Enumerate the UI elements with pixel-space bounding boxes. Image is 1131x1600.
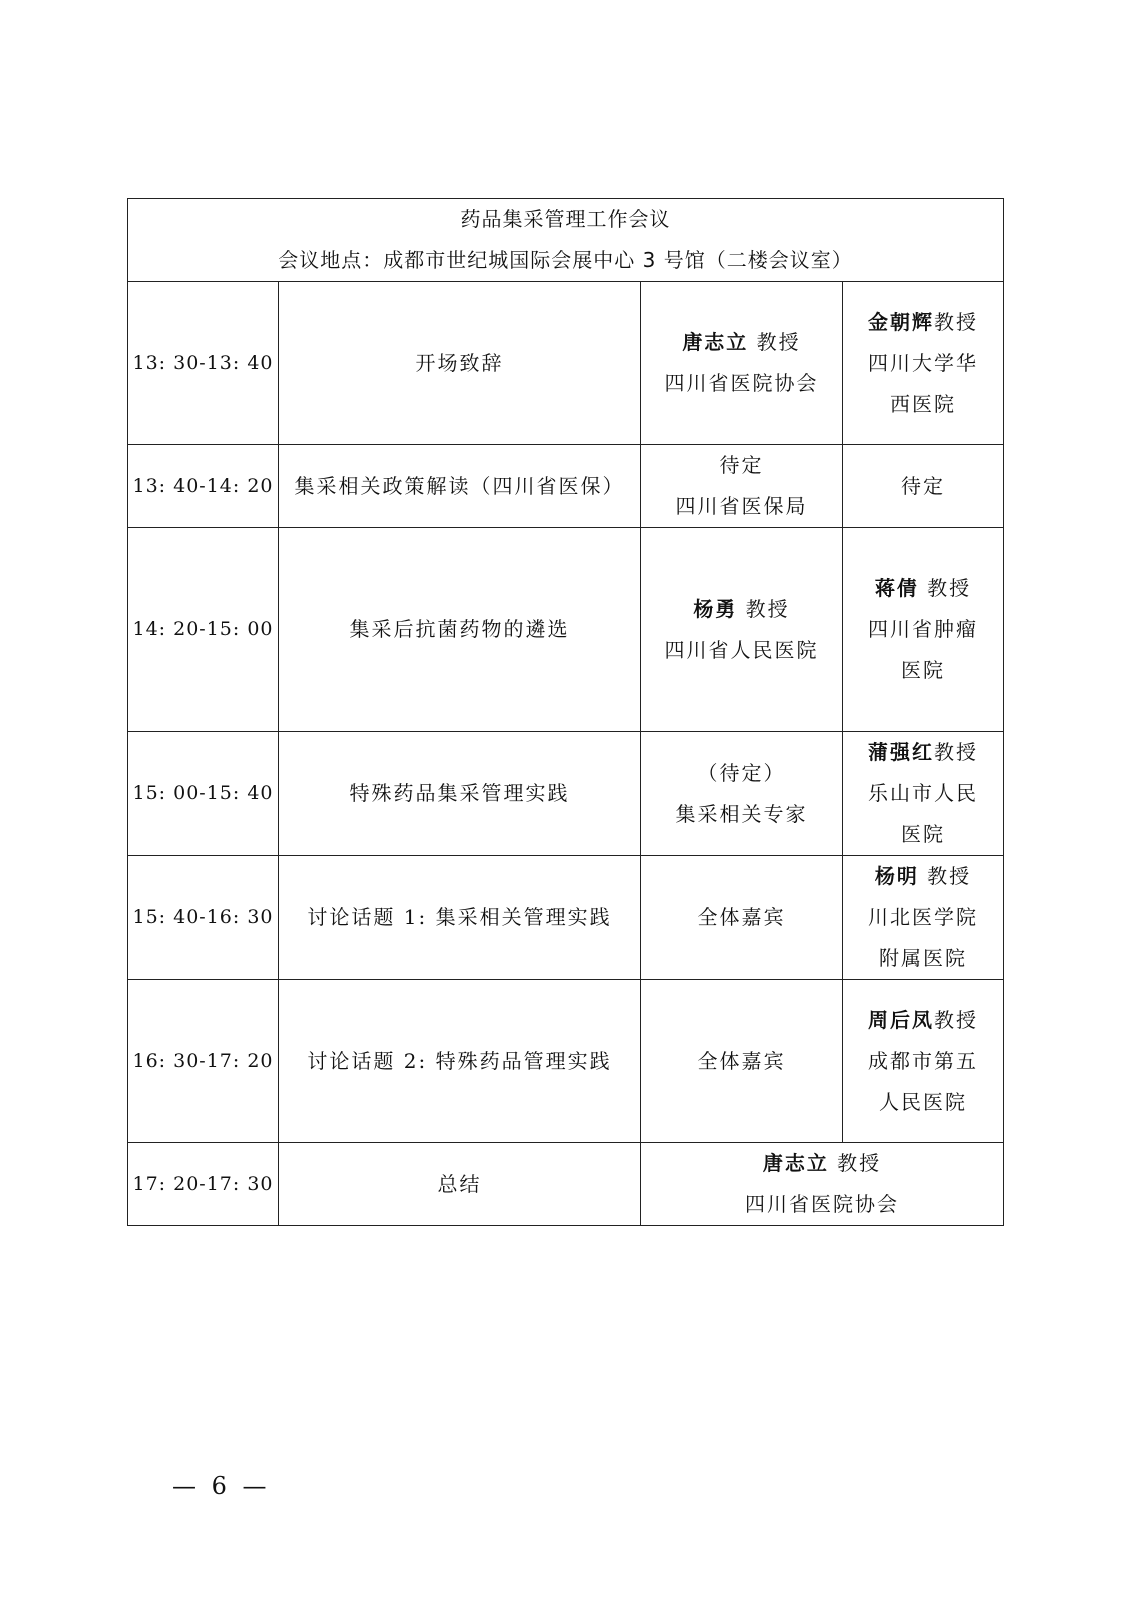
table-row: [128, 445, 1004, 528]
speaker-title: 教授: [737, 596, 790, 621]
session-time: 16: 30-17: 20: [128, 980, 279, 1143]
speaker-cell: 全体嘉宾: [641, 980, 843, 1143]
speaker-name: 唐志立: [682, 330, 749, 354]
speaker-org: 四川省医院协会: [664, 371, 819, 395]
table-row: [128, 980, 1004, 1143]
speaker-title: 教授: [828, 1151, 882, 1175]
host-name: 蒲强红: [868, 740, 934, 764]
host-cell: [843, 980, 1004, 1143]
table-row: [128, 528, 1004, 732]
host-name: 蒋倩: [874, 576, 919, 600]
session-topic: 总结: [279, 1143, 641, 1226]
host-name: 杨明: [874, 864, 919, 888]
session-topic: 集采相关政策解读（四川省医保）: [279, 445, 641, 528]
speaker-org: 四川省医院协会: [745, 1192, 899, 1216]
host-org-line: 成都市第五: [868, 1048, 978, 1073]
session-topic: 开场致辞: [279, 282, 641, 445]
schedule-table: [127, 198, 1004, 1226]
table-row: [128, 856, 1004, 980]
session-time: 13: 40-14: 20: [128, 445, 279, 528]
host-org-line: 乐山市人民: [868, 781, 978, 805]
speaker-cell: [641, 732, 843, 856]
speaker-cell: [641, 282, 843, 445]
table-header-row: [128, 199, 1004, 282]
session-time: 17: 20-17: 30: [128, 1143, 279, 1226]
session-time: 14: 20-15: 00: [128, 528, 279, 732]
speaker-title: 教授: [748, 330, 801, 354]
table-row: [128, 282, 1004, 445]
session-topic: 讨论话题 2: 特殊药品管理实践: [279, 980, 641, 1143]
meeting-title: 药品集采管理工作会议: [460, 207, 671, 231]
host-title: 教授: [918, 576, 972, 600]
table-row: [128, 1143, 1004, 1226]
host-name: 金朝辉: [868, 309, 934, 334]
host-org-line: 附属医院: [879, 946, 967, 970]
host-cell: [843, 282, 1004, 445]
host-org-line: 四川省肿瘤: [868, 617, 978, 641]
speaker-org: 四川省人民医院: [664, 637, 819, 662]
host-org-line: 人民医院: [879, 1089, 967, 1114]
speaker-cell: [641, 445, 843, 528]
speaker-org: 四川省医保局: [675, 494, 808, 518]
host-org-line: 川北医学院: [868, 905, 978, 929]
speaker-cell: [641, 1143, 1004, 1226]
host-org-line: 医院: [901, 658, 945, 682]
speaker-cell: [641, 528, 843, 732]
session-time: 15: 40-16: 30: [128, 856, 279, 980]
host-org-line: 医院: [901, 822, 945, 846]
speaker-tbd: 待定: [719, 453, 764, 477]
speaker-name: 杨勇: [693, 596, 738, 621]
speaker-tbd: （待定）: [697, 760, 786, 785]
session-topic: 特殊药品集采管理实践: [279, 732, 641, 856]
speaker-org: 集采相关专家: [675, 801, 808, 826]
host-cell: [843, 732, 1004, 856]
host-org-line: 四川大学华: [868, 350, 978, 375]
session-time: 13: 30-13: 40: [128, 282, 279, 445]
host-org-line: 西医院: [890, 391, 956, 416]
meeting-venue: 会议地点：成都市世纪城国际会展中心 3 号馆（二楼会议室）: [278, 248, 853, 272]
session-topic: 讨论话题 1: 集采相关管理实践: [279, 856, 641, 980]
table-row: [128, 732, 1004, 856]
session-time: 15: 00-15: 40: [128, 732, 279, 856]
host-title: 教授: [934, 740, 978, 764]
session-topic: 集采后抗菌药物的遴选: [279, 528, 641, 732]
table-header: [128, 199, 1004, 282]
host-cell: 待定: [843, 445, 1004, 528]
speaker-name: 唐志立: [762, 1151, 829, 1175]
host-title: 教授: [934, 309, 978, 334]
host-title: 教授: [918, 864, 972, 888]
host-title: 教授: [934, 1007, 978, 1032]
host-cell: [843, 856, 1004, 980]
page-number: — 6 —: [172, 1472, 271, 1500]
host-name: 周后凤: [868, 1007, 934, 1032]
host-cell: [843, 528, 1004, 732]
speaker-cell: 全体嘉宾: [641, 856, 843, 980]
